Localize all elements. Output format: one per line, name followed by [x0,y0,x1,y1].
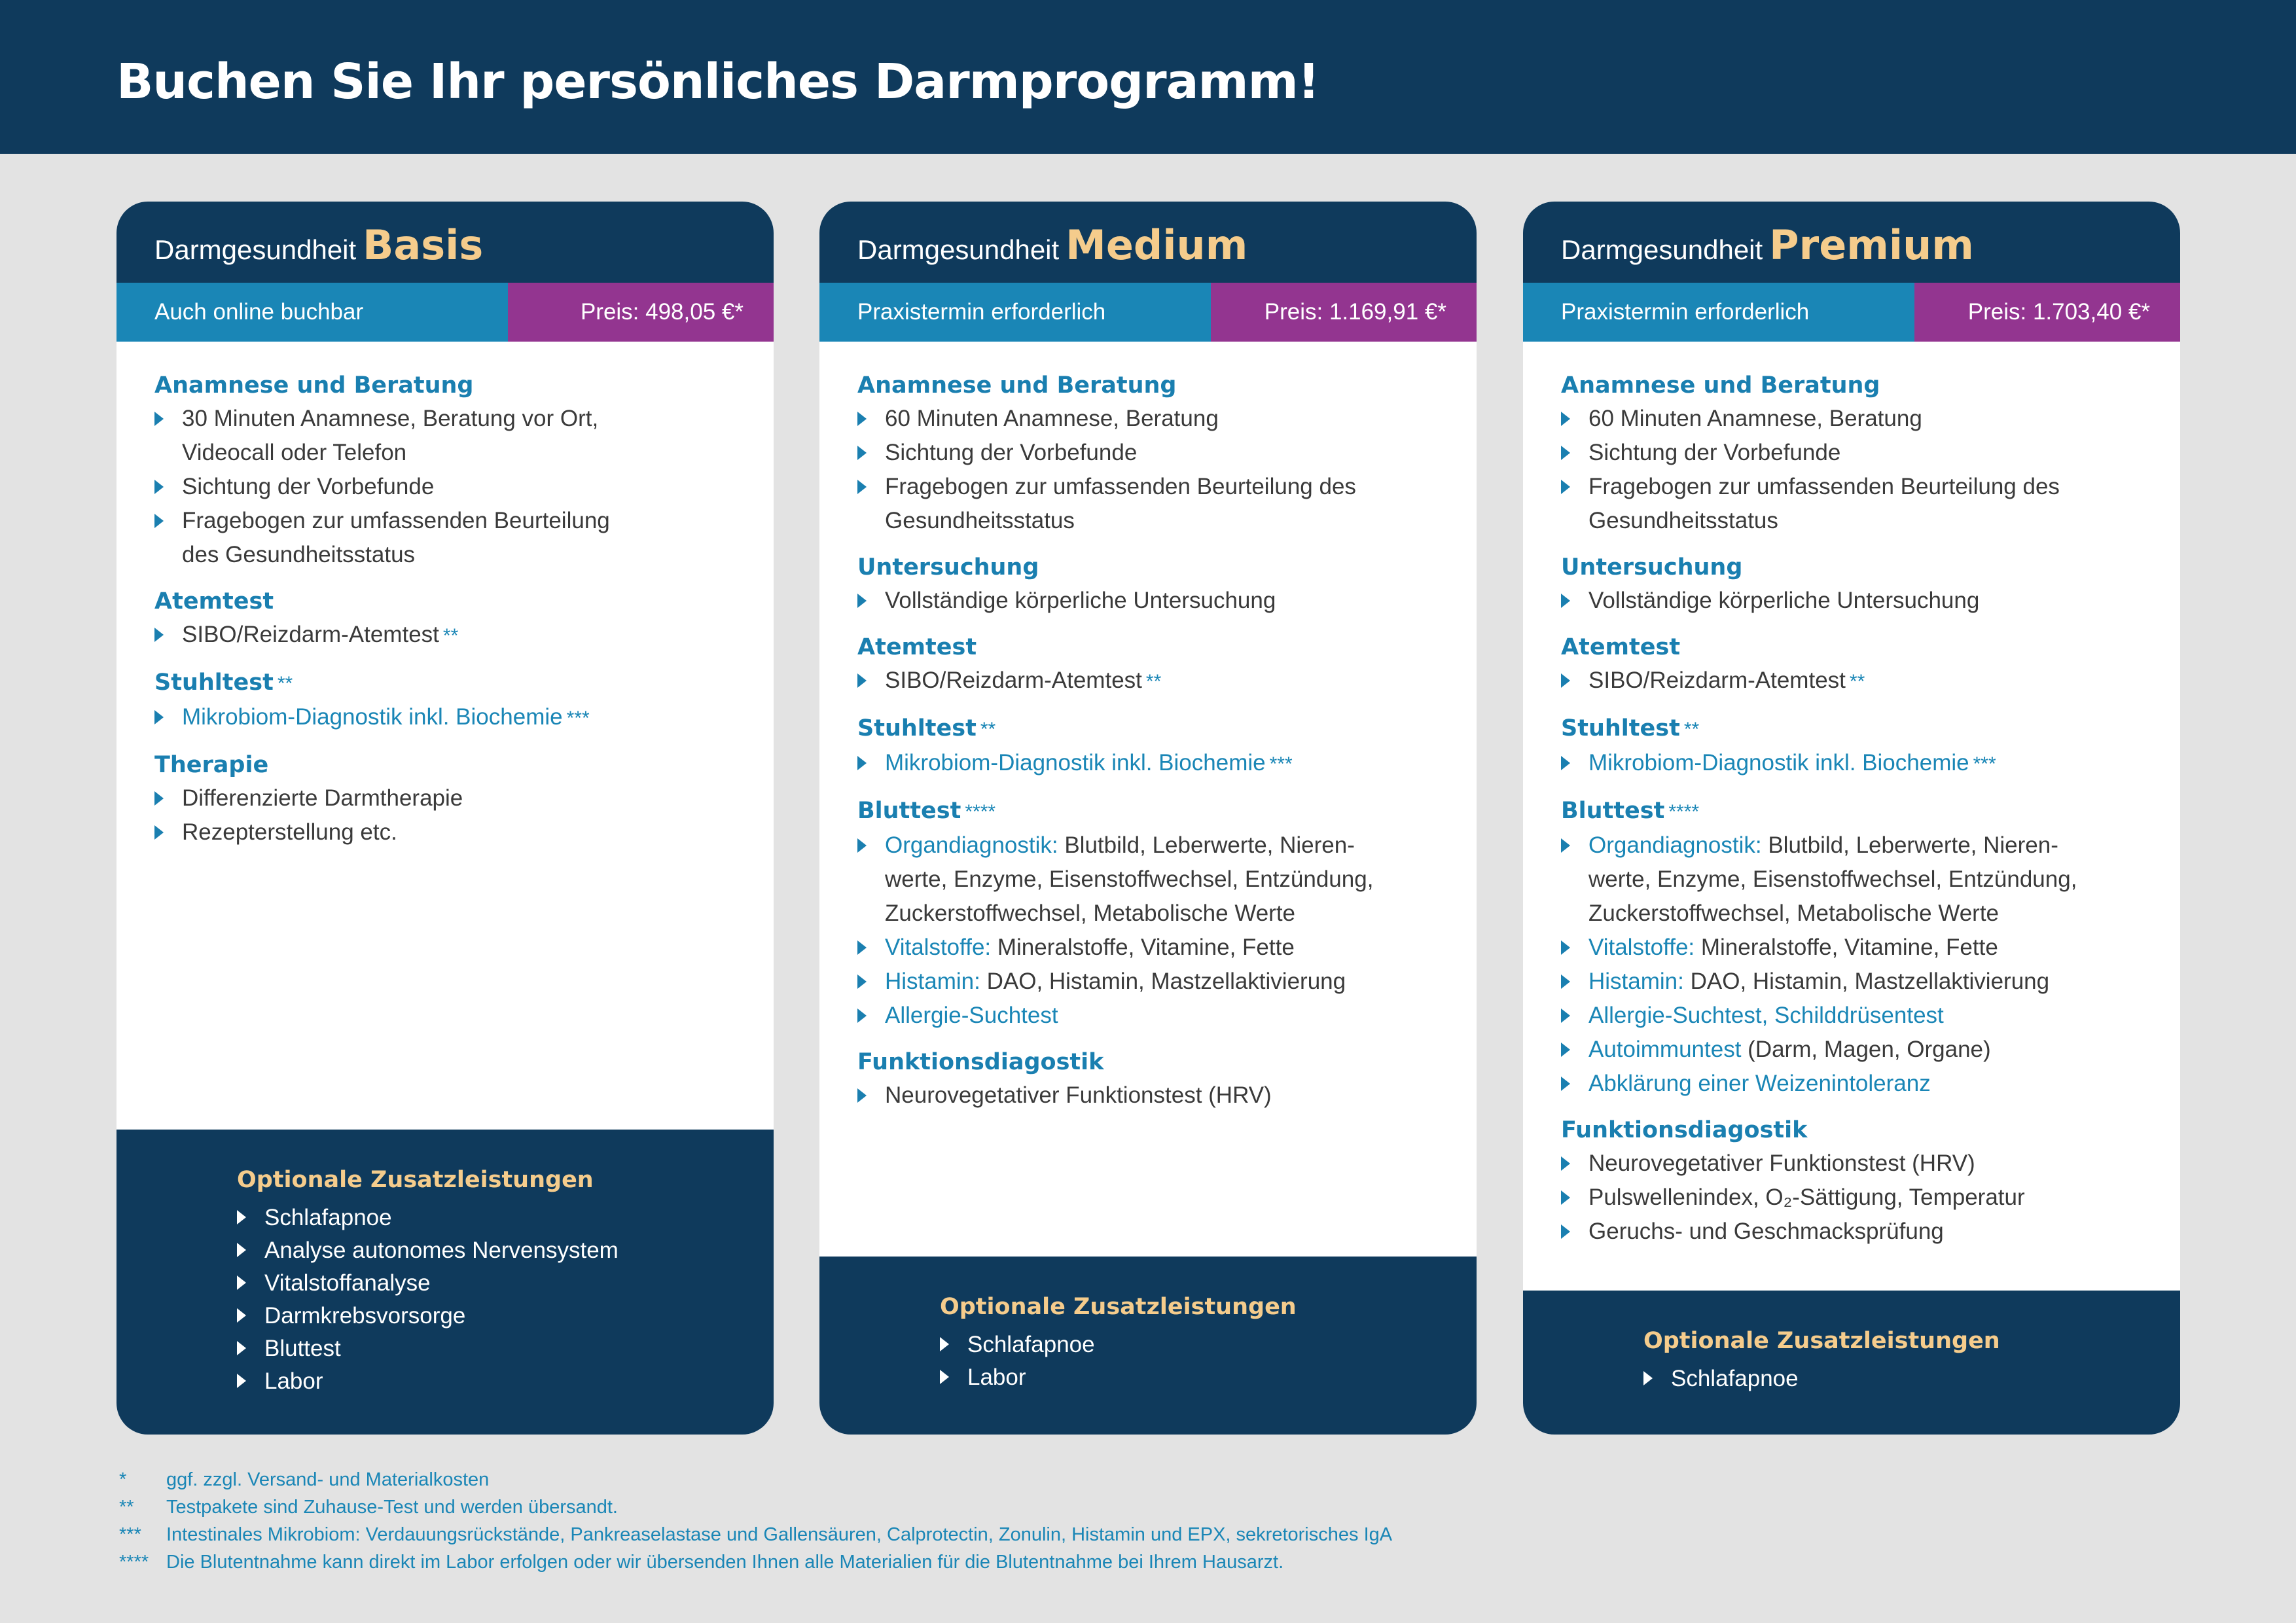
list-item-text [1588,746,2086,781]
item-text: SIBO/Reizdarm-Atemtest [1588,668,1846,693]
card-body [1523,342,2180,1249]
optional-item [1643,1363,2180,1395]
triangle-bullet-icon [237,1275,246,1290]
triangle-bullet-icon [1561,594,1570,608]
triangle-bullet-icon [1561,412,1570,426]
item-text: Differenzierte Darmtherapie [182,785,463,811]
highlighted-text: Histamin: [1588,969,1684,994]
footnote-text: Testpakete sind Zuhause-Test und werden übersandt. [166,1497,618,1518]
section-heading [154,666,747,700]
list-item [1561,470,2154,538]
footnote-marker: ** [1145,671,1162,692]
item-text: Fragebogen zur umfassenden Beurteilung des Gesundheitsstatus [1588,474,2060,533]
section-heading [1561,551,2154,584]
footnote-text: Die Blutentnahme kann direkt im Labor erfolgen oder wir übersenden Ihnen alle Materialien für die Blutentnahme bei Ihrem Hausarzt. [166,1552,1284,1573]
triangle-bullet-icon [857,1008,867,1023]
list-item-text [1588,584,2086,618]
card-header [1523,202,2180,283]
triangle-bullet-icon [940,1370,949,1384]
list-item-text [885,436,1382,470]
card-title [154,221,483,269]
optional-item-text: Vitalstoffanalyse [264,1270,431,1296]
service-section [154,666,747,736]
highlighted-text: Vitalstoffe: [885,935,992,960]
list-item-text [182,815,614,849]
list-item [857,1079,1450,1113]
section-heading-text: Bluttest [857,798,961,824]
triangle-bullet-icon [154,480,164,494]
card-title [857,221,1247,269]
list-item [154,618,747,653]
list-item [1561,965,2154,999]
triangle-bullet-icon [237,1308,246,1323]
item-text: Sichtung der Vorbefunde [182,474,435,499]
card-header [819,202,1477,283]
list-item-text [885,1079,1382,1113]
triangle-bullet-icon [857,974,867,989]
triangle-bullet-icon [1561,940,1570,955]
triangle-bullet-icon [857,446,867,460]
highlighted-text: Mikrobiom-Diagnostik inkl. Biochemie [885,750,1266,776]
item-text: Blutbild, Leberwerte, Nieren-werte, Enzyme, Eisenstoffwechsel, Entzündung, Zuckerstoffwechsel, Metabolische Werte [885,832,1374,926]
section-heading-text: Therapie [154,752,269,778]
item-text: Neurovegetativer Funktionstest (HRV) [1588,1150,1975,1176]
section-heading-text: Atemtest [154,588,274,615]
list-item-text [1588,999,2086,1033]
optional-item-text: Analyse autonomes Nervensystem [264,1238,619,1263]
triangle-bullet-icon [1561,1043,1570,1057]
list-item [154,402,747,470]
list-item [154,470,747,504]
section-heading [154,749,747,781]
section-heading [1561,1114,2154,1147]
service-section [1561,551,2154,618]
highlighted-text: Allergie-Suchtest [885,1003,1058,1028]
card-body [819,342,1477,1113]
footnote-mark: *** [119,1524,141,1545]
section-heading-text: Stuhltest [857,715,977,741]
triangle-bullet-icon [1561,673,1570,688]
list-item [1561,584,2154,618]
card-body [117,342,774,849]
page-title: Buchen Sie Ihr persönliches Darmprogramm! [117,54,1319,110]
list-item [1561,664,2154,699]
section-heading [154,585,747,618]
section-heading-text: Bluttest [1561,798,1665,824]
item-text: 30 Minuten Anamnese, Beratung vor Ort, Videocall oder Telefon [182,406,599,465]
triangle-bullet-icon [940,1337,949,1351]
list-item-text [1588,931,2086,965]
card-basis [117,202,774,1435]
list-item [154,504,747,572]
card-title [1561,221,1974,269]
optional-item [237,1365,774,1398]
card-premium [1523,202,2180,1435]
section-heading [857,712,1450,746]
list-item [1561,931,2154,965]
tier-name: Basis [363,221,484,269]
triangle-bullet-icon [1561,480,1570,494]
item-text: Sichtung der Vorbefunde [1588,440,1841,465]
triangle-bullet-icon [857,756,867,770]
footnotes [119,1466,1392,1576]
list-item [154,815,747,849]
list-item-text [1588,829,2086,931]
triangle-bullet-icon [1561,974,1570,989]
item-text: Blutbild, Leberwerte, Nieren-werte, Enzyme, Eisenstoffwechsel, Entzündung, Zuckerstoffwechsel, Metabolische Werte [1588,832,2077,926]
section-heading-text: Untersuchung [1561,554,1743,580]
footnote-mark: ** [119,1497,134,1518]
list-item-text [182,504,614,572]
section-heading [1561,631,2154,664]
section-heading [857,369,1450,402]
item-text: Geruchs- und Geschmacksprüfung [1588,1219,1944,1244]
triangle-bullet-icon [857,940,867,955]
optional-heading: Optionale Zusatzleistungen [940,1294,1297,1320]
triangle-bullet-icon [1561,1008,1570,1023]
service-section [857,712,1450,781]
list-item [1561,436,2154,470]
list-item-text [885,470,1382,538]
section-heading-text: Anamnese und Beratung [857,372,1177,399]
triangle-bullet-icon [1643,1371,1653,1385]
list-item [1561,1067,2154,1101]
booking-note: Auch online buchbar [117,283,508,342]
optional-heading: Optionale Zusatzleistungen [1643,1328,2000,1354]
optional-services [1523,1291,2180,1435]
list-item [1561,402,2154,436]
triangle-bullet-icon [237,1210,246,1224]
highlighted-text: Mikrobiom-Diagnostik inkl. Biochemie [182,704,563,730]
optional-item-text: Schlafapnoe [264,1205,392,1230]
list-item-text [182,470,614,504]
triangle-bullet-icon [154,825,164,840]
service-section [857,551,1450,618]
service-section [1561,369,2154,538]
list-item-text [1588,470,2086,538]
tier-name: Premium [1769,221,1974,269]
footnote [119,1493,1392,1521]
list-item-text [182,618,614,653]
triangle-bullet-icon [857,594,867,608]
price-label: Preis: 498,05 €* [508,283,774,342]
footnote-marker: **** [1668,801,1700,823]
list-item-text [885,664,1382,699]
footnote [119,1466,1392,1493]
footnote-mark: **** [119,1552,149,1573]
optional-item-text: Bluttest [264,1336,341,1361]
list-item [857,436,1450,470]
section-heading-text: Stuhltest [154,669,274,696]
list-item [1561,829,2154,931]
tier-prefix: Darmgesundheit [857,234,1060,265]
card-info-band [819,283,1477,342]
card-info-band [117,283,774,342]
item-text: SIBO/Reizdarm-Atemtest [885,668,1142,693]
highlighted-text: Histamin: [885,969,980,994]
section-heading-text: Untersuchung [857,554,1039,580]
item-text: DAO, Histamin, Mastzellaktivierung [980,969,1346,994]
section-heading-text: Funktionsdiagostik [1561,1117,1808,1143]
list-item [857,470,1450,538]
service-section [1561,1114,2154,1249]
triangle-bullet-icon [857,1088,867,1103]
highlighted-text: Abklärung einer Weizenintoleranz [1588,1071,1931,1096]
footnote-marker: *** [1973,753,1996,775]
highlighted-text: Organdiagnostik: [885,832,1058,858]
triangle-bullet-icon [1561,1077,1570,1091]
optional-item [237,1332,774,1365]
price-label: Preis: 1.169,91 €* [1211,283,1477,342]
optional-item [940,1329,1477,1361]
highlighted-text: Mikrobiom-Diagnostik inkl. Biochemie [1588,750,1969,776]
triangle-bullet-icon [857,412,867,426]
list-item-text [885,746,1382,781]
optional-item-text: Schlafapnoe [967,1332,1095,1357]
triangle-bullet-icon [154,412,164,426]
list-item [1561,1181,2154,1215]
item-text: Vollständige körperliche Untersuchung [885,588,1276,613]
service-section [857,631,1450,699]
triangle-bullet-icon [857,838,867,853]
section-heading [154,369,747,402]
item-text: SIBO/Reizdarm-Atemtest [182,622,439,647]
optional-item [237,1202,774,1234]
item-text: Vollständige körperliche Untersuchung [1588,588,1980,613]
optional-services [819,1257,1477,1435]
list-item-text [885,999,1382,1033]
triangle-bullet-icon [1561,838,1570,853]
list-item-text [1588,1181,2086,1215]
triangle-bullet-icon [154,628,164,642]
optional-item [940,1361,1477,1394]
highlighted-text: Autoimmuntest [1588,1037,1742,1062]
section-heading-text: Atemtest [1561,634,1681,660]
footnote-marker: ** [1683,719,1700,740]
triangle-bullet-icon [1561,756,1570,770]
list-item-text [885,931,1382,965]
optional-item-text: Labor [264,1368,323,1394]
optional-item [237,1234,774,1267]
footnote-marker: ** [442,625,459,647]
list-item [857,584,1450,618]
list-item [857,664,1450,699]
highlighted-text: Vitalstoffe: [1588,935,1695,960]
triangle-bullet-icon [237,1374,246,1388]
footnote [119,1548,1392,1576]
list-item-text [885,829,1382,931]
item-text: 60 Minuten Anamnese, Beratung [1588,406,1922,431]
list-item [857,965,1450,999]
service-section [857,1046,1450,1113]
list-item [154,700,747,736]
highlighted-text: Organdiagnostik: [1588,832,1762,858]
list-item-text [1588,436,2086,470]
footnote-text: ggf. zzgl. Versand- und Materialkosten [166,1469,490,1490]
item-text: Rezepterstellung etc. [182,819,397,845]
triangle-bullet-icon [857,480,867,494]
optional-item [237,1267,774,1300]
item-text: Fragebogen zur umfassenden Beurteilung des Gesundheitsstatus [885,474,1356,533]
list-item-text [885,965,1382,999]
highlighted-text: Allergie-Suchtest, Schilddrüsentest [1588,1003,1944,1028]
item-text: Mineralstoffe, Vitamine, Fette [1695,935,1998,960]
price-label: Preis: 1.703,40 €* [1914,283,2180,342]
list-item [857,999,1450,1033]
optional-item-text: Labor [967,1364,1026,1390]
triangle-bullet-icon [857,673,867,688]
booking-note: Praxistermin erforderlich [1523,283,1914,342]
footnote-text: Intestinales Mikrobiom: Verdauungsrückstände, Pankreaselastase und Gallensäuren, Calprotectin, Zonulin, Histamin und EPX, sekretorisches IgA [166,1524,1393,1545]
optional-services [117,1130,774,1435]
tier-prefix: Darmgesundheit [1561,234,1763,265]
optional-item-text: Schlafapnoe [1671,1366,1799,1391]
list-item [1561,746,2154,781]
list-item-text [1588,664,2086,699]
tier-prefix: Darmgesundheit [154,234,357,265]
section-heading-text: Anamnese und Beratung [154,372,474,399]
section-heading-text: Stuhltest [1561,715,1680,741]
list-item [857,829,1450,931]
list-item [1561,1147,2154,1181]
optional-item [237,1300,774,1332]
triangle-bullet-icon [1561,1190,1570,1205]
card-medium [819,202,1477,1435]
triangle-bullet-icon [154,710,164,724]
optional-item-text: Darmkrebsvorsorge [264,1303,466,1329]
item-text: Fragebogen zur umfassenden Beurteilung des Gesundheitsstatus [182,508,610,567]
footnote-marker: ** [980,719,996,740]
tier-name: Medium [1066,221,1248,269]
card-info-band [1523,283,2180,342]
footnote-mark: * [119,1469,127,1490]
list-item [1561,1215,2154,1249]
item-text: 60 Minuten Anamnese, Beratung [885,406,1219,431]
service-section [1561,631,2154,699]
service-section [857,369,1450,538]
booking-note: Praxistermin erforderlich [819,283,1211,342]
item-text: Pulswellenindex, O₂-Sättigung, Temperatur [1588,1185,2025,1210]
item-text: Mineralstoffe, Vitamine, Fette [991,935,1295,960]
list-item [154,781,747,815]
section-heading-text: Anamnese und Beratung [1561,372,1880,399]
footnote-marker: ** [277,673,293,694]
triangle-bullet-icon [237,1243,246,1257]
footnote [119,1521,1392,1548]
list-item-text [1588,1067,2086,1101]
card-header [117,202,774,283]
triangle-bullet-icon [1561,446,1570,460]
item-text: Neurovegetativer Funktionstest (HRV) [885,1082,1272,1108]
footnote-marker: ** [1849,671,1865,692]
list-item-text [182,402,614,470]
section-heading [1561,794,2154,829]
list-item [1561,999,2154,1033]
list-item-text [182,781,614,815]
header-bar [0,0,2296,154]
section-heading [1561,369,2154,402]
section-heading [1561,712,2154,746]
item-text: (Darm, Magen, Organe) [1741,1037,1991,1062]
triangle-bullet-icon [154,514,164,528]
section-heading [857,551,1450,584]
list-item-text [1588,1215,2086,1249]
section-heading-text: Atemtest [857,634,977,660]
section-heading-text: Funktionsdiagostik [857,1049,1104,1075]
service-section [857,794,1450,1033]
triangle-bullet-icon [154,791,164,806]
triangle-bullet-icon [1561,1156,1570,1171]
footnote-marker: *** [1269,753,1293,775]
list-item-text [1588,402,2086,436]
service-section [154,369,747,572]
item-text: DAO, Histamin, Mastzellaktivierung [1683,969,2050,994]
service-section [1561,712,2154,781]
footnote-marker: **** [965,801,996,823]
section-heading [857,1046,1450,1079]
list-item [857,931,1450,965]
list-item-text [1588,965,2086,999]
list-item-text [182,700,614,736]
list-item-text [885,402,1382,436]
triangle-bullet-icon [237,1341,246,1355]
list-item [857,746,1450,781]
list-item-text [885,584,1382,618]
list-item [857,402,1450,436]
service-section [154,749,747,849]
item-text: Sichtung der Vorbefunde [885,440,1138,465]
service-section [154,585,747,653]
triangle-bullet-icon [1561,1224,1570,1239]
footnote-marker: *** [566,707,590,729]
optional-heading: Optionale Zusatzleistungen [237,1167,594,1193]
service-section [1561,794,2154,1101]
list-item-text [1588,1147,2086,1181]
section-heading [857,631,1450,664]
list-item [1561,1033,2154,1067]
list-item-text [1588,1033,2086,1067]
section-heading [857,794,1450,829]
